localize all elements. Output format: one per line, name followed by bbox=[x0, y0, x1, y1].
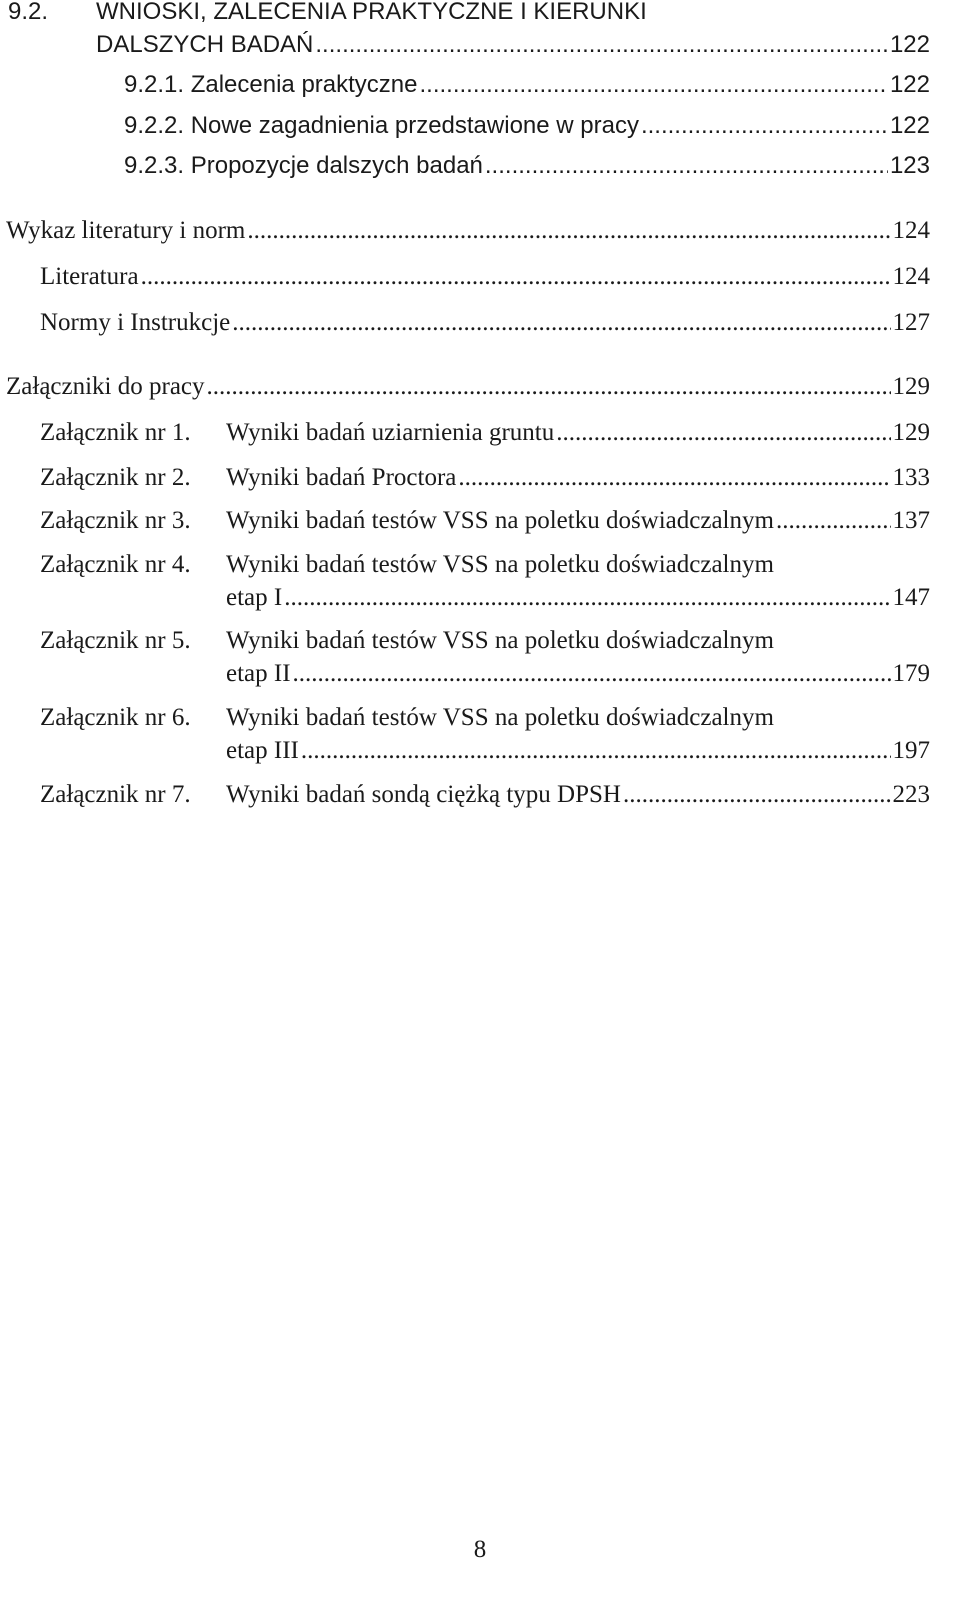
page-ref: 127 bbox=[892, 309, 930, 336]
dot-leader bbox=[301, 735, 891, 767]
appendix-label: Załącznik nr 4. bbox=[40, 551, 191, 578]
page-ref: 122 bbox=[889, 71, 930, 98]
appendix-label: Załącznik nr 7. bbox=[40, 781, 191, 808]
section-title-line1: WNIOSKI, ZALECENIA PRAKTYCZNE I KIERUNKI bbox=[96, 0, 647, 25]
page-ref: 223 bbox=[892, 781, 930, 808]
toc-entry-appendix-4[interactable] bbox=[226, 582, 930, 614]
appendix-title: Wyniki badań testów VSS na poletku doświadczalnym bbox=[226, 507, 774, 534]
appendix-title: Wyniki badań sondą ciężką typu DPSH bbox=[226, 781, 621, 808]
page-ref: 179 bbox=[892, 660, 930, 687]
toc-entry-text: 9.2.2. Nowe zagadnienia przedstawione w pracy bbox=[124, 112, 639, 139]
toc-entry-text: Literatura bbox=[40, 263, 139, 290]
toc-entry-appendix-1[interactable] bbox=[226, 417, 930, 449]
toc-entry-text: Normy i Instrukcje bbox=[40, 309, 231, 336]
page-ref: 122 bbox=[889, 112, 930, 139]
page-ref: 133 bbox=[892, 464, 930, 491]
dot-leader bbox=[556, 417, 890, 449]
toc-entry-appendix-3[interactable] bbox=[226, 505, 930, 537]
dot-leader bbox=[420, 69, 888, 101]
appendix-label: Załącznik nr 1. bbox=[40, 419, 191, 446]
dot-leader bbox=[207, 371, 891, 403]
page-number: 8 bbox=[473, 1536, 487, 1563]
page-ref: 137 bbox=[892, 507, 930, 534]
appendix-label: Załącznik nr 3. bbox=[40, 507, 191, 534]
dot-leader bbox=[623, 779, 891, 811]
toc-heading-text: Załączniki do pracy bbox=[6, 373, 205, 400]
appendix-title-line1: Wyniki badań testów VSS na poletku doświadczalnym bbox=[226, 704, 774, 731]
page-ref: 124 bbox=[892, 263, 930, 290]
appendix-title: Wyniki badań Proctora bbox=[226, 464, 457, 491]
dot-leader bbox=[315, 29, 888, 61]
toc-entry-appendix-2[interactable] bbox=[226, 462, 930, 494]
appendix-title-line1: Wyniki badań testów VSS na poletku doświadczalnym bbox=[226, 551, 774, 578]
appendix-title: Wyniki badań uziarnienia gruntu bbox=[226, 419, 555, 446]
page-ref: 129 bbox=[892, 419, 930, 446]
toc-entry-appendix-5[interactable] bbox=[226, 658, 930, 690]
section-number: 9.2. bbox=[8, 0, 49, 25]
dot-leader bbox=[141, 261, 891, 293]
dot-leader bbox=[485, 150, 888, 182]
appendix-label: Załącznik nr 6. bbox=[40, 704, 191, 731]
appendix-label: Załącznik nr 2. bbox=[40, 464, 191, 491]
toc-entry-text: 9.2.1. Zalecenia praktyczne bbox=[124, 71, 418, 98]
page-ref: 124 bbox=[892, 217, 930, 244]
appendix-title-line1: Wyniki badań testów VSS na poletku doświadczalnym bbox=[226, 627, 774, 654]
appendix-title-line2: etap III bbox=[226, 737, 299, 764]
toc-entry-appendix-6[interactable] bbox=[226, 735, 930, 767]
toc-entry-literatura[interactable] bbox=[40, 261, 930, 293]
toc-entry-text: 9.2.3. Propozycje dalszych badań bbox=[124, 152, 483, 179]
dot-leader bbox=[247, 215, 890, 247]
toc-entry-9-2-3[interactable] bbox=[124, 150, 930, 182]
toc-entry-normy[interactable] bbox=[40, 307, 930, 339]
appendix-label: Załącznik nr 5. bbox=[40, 627, 191, 654]
dot-leader bbox=[284, 582, 890, 614]
page-ref: 197 bbox=[892, 737, 930, 764]
page-ref: 147 bbox=[892, 584, 930, 611]
toc-entry-9-2-2[interactable] bbox=[124, 110, 930, 142]
page-ref: 129 bbox=[892, 373, 930, 400]
page-ref: 123 bbox=[889, 152, 930, 179]
appendix-title-line2: etap I bbox=[226, 584, 283, 611]
toc-entry-9-2-1[interactable] bbox=[124, 69, 930, 101]
section-title-line2: DALSZYCH BADAŃ bbox=[96, 31, 314, 58]
toc-entry-section-9-2[interactable] bbox=[96, 29, 930, 61]
dot-leader bbox=[293, 658, 891, 690]
dot-leader bbox=[641, 110, 888, 142]
toc-entry-literature-heading[interactable] bbox=[6, 215, 930, 247]
page-ref: 122 bbox=[889, 31, 930, 58]
toc-entry-appendix-7[interactable] bbox=[226, 779, 930, 811]
dot-leader bbox=[776, 505, 891, 537]
appendix-title-line2: etap II bbox=[226, 660, 291, 687]
toc-entry-appendices-heading[interactable] bbox=[6, 371, 930, 403]
dot-leader bbox=[458, 462, 890, 494]
toc-heading-text: Wykaz literatury i norm bbox=[6, 217, 246, 244]
dot-leader bbox=[232, 307, 890, 339]
